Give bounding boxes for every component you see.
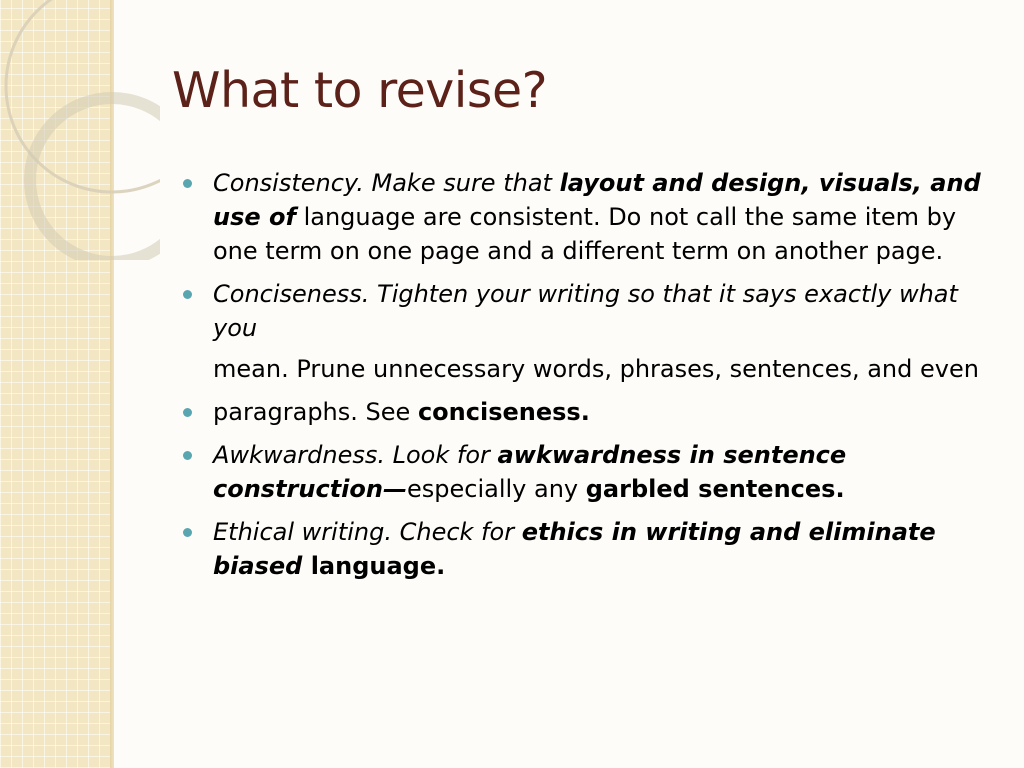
bullet-lead: Consistency. bbox=[213, 169, 364, 197]
continuation-paragraph: mean. Prune unnecessary words, phrases, sentences, and even bbox=[213, 355, 979, 383]
bullet-text: especially any bbox=[406, 475, 586, 503]
bullet-item-paragraphs bbox=[182, 395, 982, 429]
bullet-emphasis: garbled sentences. bbox=[585, 475, 845, 503]
bullet-lead: Ethical writing. bbox=[213, 518, 392, 546]
bullet-item-conciseness bbox=[182, 277, 982, 345]
bullet-dot bbox=[183, 451, 192, 460]
bullet-dot bbox=[183, 408, 192, 417]
bullet-emphasis: layout and design, visuals, and use of bbox=[213, 169, 981, 231]
bullet-emphasis: language. bbox=[302, 552, 446, 580]
bullet-text: Make sure that bbox=[363, 169, 560, 197]
bullet-dot bbox=[183, 528, 192, 537]
bullet-text: language are consistent. Do not call the same item by one term on one page and a different term on another page. bbox=[213, 203, 957, 265]
bullet-emphasis: awkwardness in sentence construction— bbox=[213, 441, 847, 503]
decorative-rings bbox=[0, 0, 160, 260]
slide-title: What to revise? bbox=[172, 62, 548, 119]
bullet-lead: Conciseness. bbox=[213, 280, 370, 308]
decorative-ring-small bbox=[30, 98, 160, 260]
bullet-text: Look for bbox=[385, 441, 498, 469]
bullet-text: Check for bbox=[391, 518, 522, 546]
bullet-dot bbox=[183, 290, 192, 299]
bullet-text: paragraphs. See bbox=[213, 398, 418, 426]
bullet-emphasis: conciseness. bbox=[417, 398, 590, 426]
bullet-text: Tighten your writing so that it says exactly what you bbox=[213, 280, 958, 342]
bullet-lead: Awkwardness. bbox=[213, 441, 385, 469]
bullet-item-consistency bbox=[182, 166, 982, 268]
bullet-list bbox=[182, 166, 982, 592]
bullet-item-awkwardness bbox=[182, 438, 982, 506]
bullet-dot bbox=[183, 179, 192, 188]
bullet-item-ethical-writing bbox=[182, 515, 982, 583]
bullet-emphasis: ethics in writing and eliminate biased bbox=[213, 518, 936, 580]
